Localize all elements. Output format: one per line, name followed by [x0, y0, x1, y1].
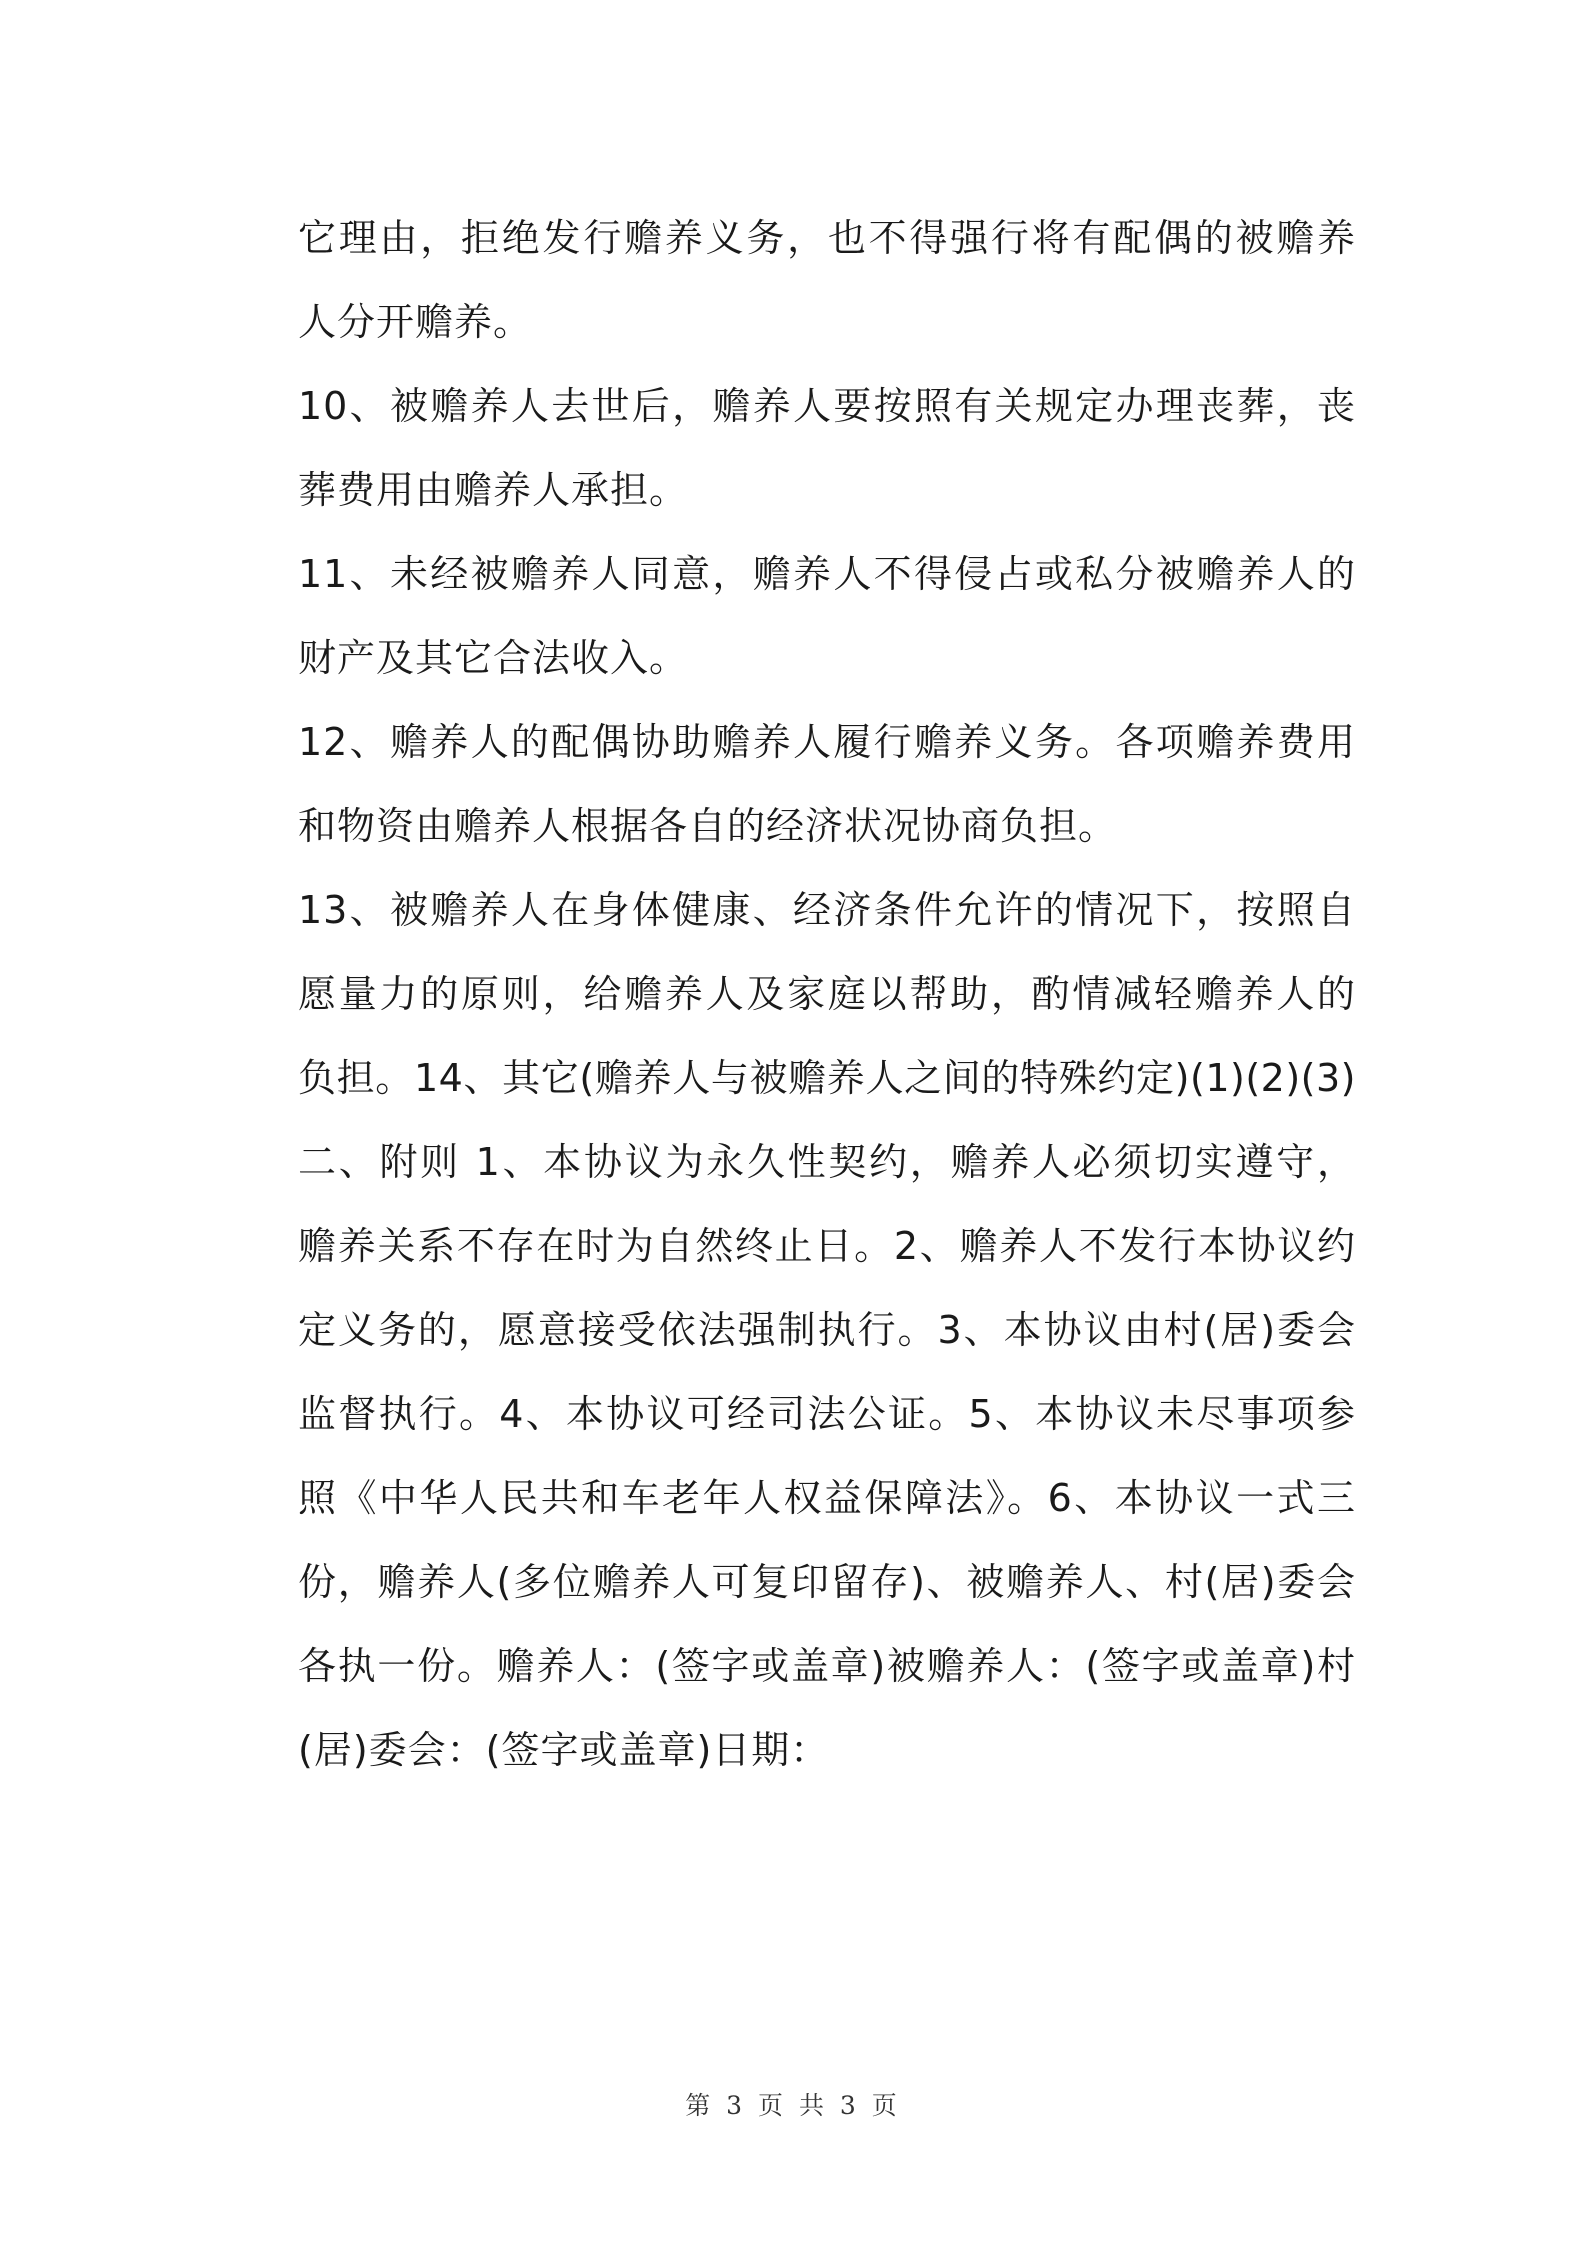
text-line: 愿量力的原则，给赡养人及家庭以帮助，酌情减轻赡养人的	[298, 972, 1356, 1016]
text-line: (居)委会：(签字或盖章)日期：	[298, 1728, 830, 1772]
text-line: 照《中华人民共和车老年人权益保障法》。6、本协议一式三	[298, 1476, 1356, 1520]
text-line: 13、被赡养人在身体健康、经济条件允许的情况下，按照自	[298, 888, 1356, 932]
text-line: 10、被赡养人去世后，赡养人要按照有关规定办理丧葬，丧	[298, 384, 1356, 428]
text-line: 各执一份。赡养人：(签字或盖章)被赡养人：(签字或盖章)村	[298, 1644, 1356, 1688]
text-line: 监督执行。4、本协议可经司法公证。5、本协议未尽事项参	[298, 1392, 1356, 1436]
text-line: 赡养关系不存在时为自然终止日。2、赡养人不发行本协议约	[298, 1224, 1356, 1268]
text-line: 它理由，拒绝发行赡养义务，也不得强行将有配偶的被赡养	[298, 216, 1356, 260]
text-line: 11、未经被赡养人同意，赡养人不得侵占或私分被赡养人的	[298, 552, 1356, 596]
page-footer: 第 3 页 共 3 页	[685, 2091, 901, 2120]
text-line: 定义务的，愿意接受依法强制执行。3、本协议由村(居)委会	[298, 1308, 1356, 1352]
text-line: 12、赡养人的配偶协助赡养人履行赡养义务。各项赡养费用	[298, 720, 1356, 764]
text-line: 和物资由赡养人根据各自的经济状况协商负担。	[298, 804, 1118, 848]
text-line: 二、附则 1、本协议为永久性契约，赡养人必须切实遵守，	[298, 1140, 1356, 1184]
text-line: 份，赡养人(多位赡养人可复印留存)、被赡养人、村(居)委会	[298, 1560, 1356, 1604]
text-line: 财产及其它合法收入。	[298, 636, 689, 680]
text-line: 负担。14、其它(赡养人与被赡养人之间的特殊约定)(1)(2)(3)	[298, 1056, 1356, 1100]
text-line: 葬费用由赡养人承担。	[298, 468, 689, 512]
body-text	[298, 196, 1356, 1792]
text-line: 人分开赡养。	[298, 300, 533, 344]
